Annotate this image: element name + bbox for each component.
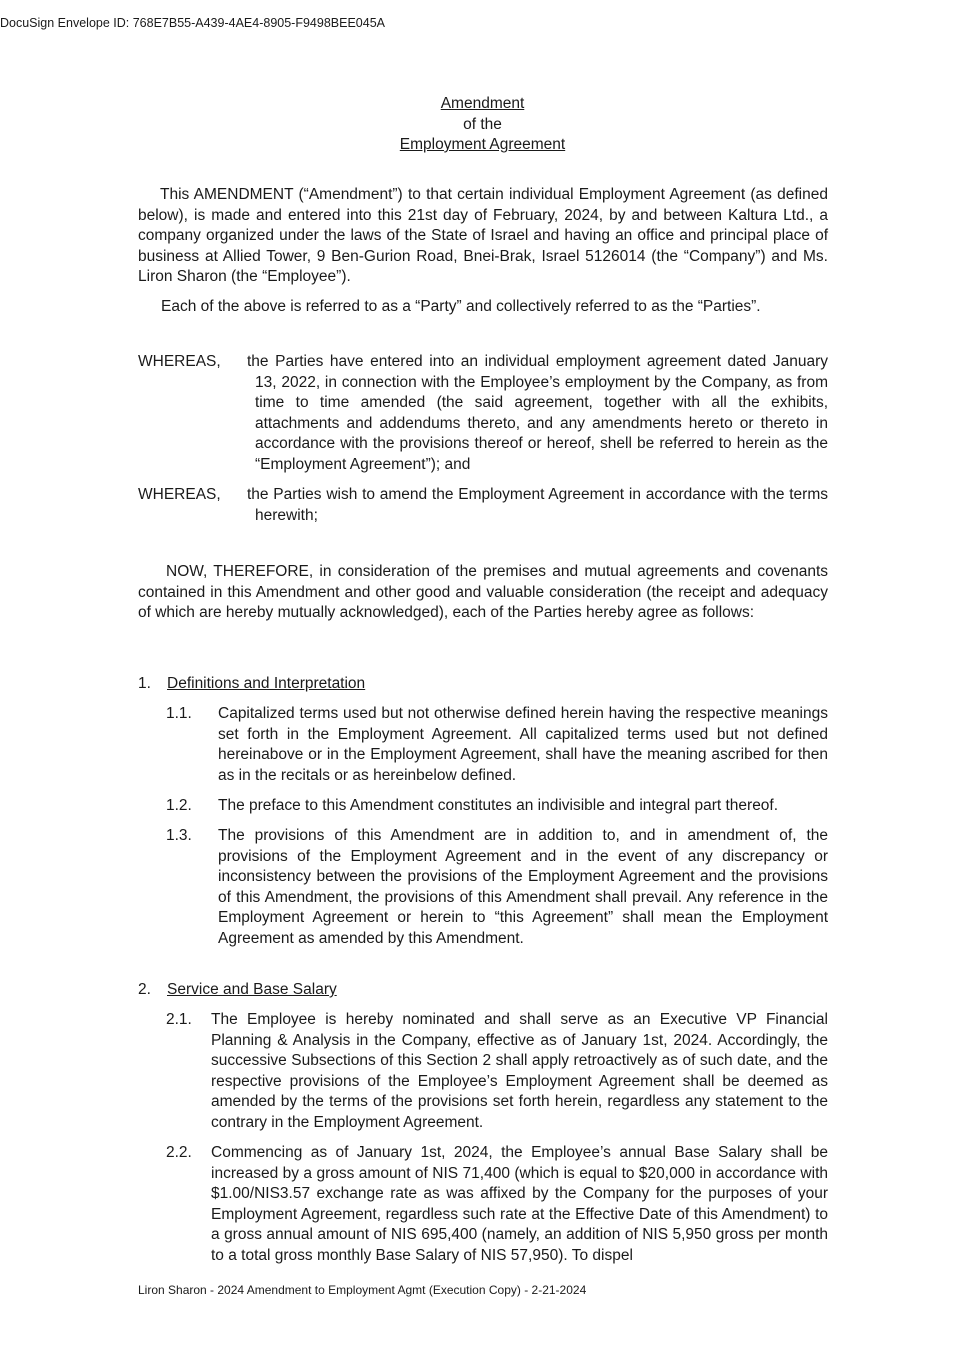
- whereas-text: the Parties have entered into an individual employment agreement dated January 13, 2022, in connection with the Employee’s employment by the Company, as from time to time amended (the said agreement, together with all the exhibits, attachments and addendums thereto, and any amendments hereto or thereto in accordance with the provisions thereof or hereof, shell be referred to herein as the “Employment Agreement”); and: [247, 353, 828, 473]
- title-line-1: Amendment: [440, 95, 525, 112]
- subsection-text: Commencing as of January 1st, 2024, the Employee’s annual Base Salary shall be increased by a gross amount of NIS 71,400 (which is equal to $20,000 in accordance with $1.00/NIS3.57 exchange rate as was affixed by the Company for the purposes of your Employment Agreement, regardless such rate at the Effective Date of this Amendment) to a gross annual amount of NIS 695,400 (namely, an addition of NIS 5,950 gross per month to a total gross monthly Base Salary of NIS 57,950). To dispel: [211, 1144, 828, 1264]
- section-number: 1.: [138, 675, 151, 692]
- subsection: [166, 1010, 828, 1133]
- subsection-text: The Employee is hereby nominated and shall serve as an Executive VP Financial Planning & Analysis in the Company, effective as of January 1st, 2024. Accordingly, the successive Subsections of this Section 2 shall apply retroactively as of such date, and the respective provisions of the Employee’s Employment Agreement shall be deemed as amended by the terms of the provisions set forth herein, regardless any statement to the contrary in the Employment Agreement.: [211, 1011, 828, 1131]
- subsection-number: 1.2.: [166, 797, 192, 814]
- subsection-text: Capitalized terms used but not otherwise defined herein having the respective meanings set forth in the Employment Agreement. All capitalized terms used but not defined hereinabove or in the Employment Agreement, shall have the meaning ascribed for then as in the recitals or as hereinbelow defined.: [218, 705, 828, 784]
- section-title: Service and Base Salary: [167, 981, 337, 998]
- whereas-label: WHEREAS,: [138, 486, 221, 503]
- whereas-label: WHEREAS,: [138, 353, 221, 370]
- subsection: [166, 704, 828, 786]
- section-number: 2.: [138, 981, 151, 998]
- section-heading: [138, 674, 365, 695]
- subsection-number: 1.1.: [166, 705, 192, 722]
- title-line-3: Employment Agreement: [399, 136, 566, 153]
- subsection-number: 2.2.: [166, 1144, 192, 1161]
- subsection-text: The provisions of this Amendment are in addition to, and in amendment of, the provisions of the Employment Agreement and in the event of any discrepancy or inconsistency between the provisions of the Employment Agreement and the provisions of this Amendment, the provisions of this Amendment shall prevail. Any reference in the Employment Agreement or herein to “this Agreement” shall mean the Employment Agreement as amended by this Amendment.: [218, 827, 828, 947]
- section-heading: [138, 980, 337, 1001]
- subsection-number: 1.3.: [166, 827, 192, 844]
- preamble-paragraph: This AMENDMENT (“Amendment”) to that certain individual Employment Agreement (as defined below), is made and entered into this 21st day of February, 2024, by and between Kaltura Ltd., a company organized under the laws of the State of Israel and having an office and principal place of business at Allied Tower, 9 Ben-Gurion Road, Bnei-Brak, Israel 5126014 (the “Company”) and Ms. Liron Sharon (the “Employee”).: [138, 186, 828, 285]
- whereas-clause: [138, 352, 828, 475]
- docusign-envelope-id: DocuSign Envelope ID: 768E7B55-A439-4AE4-8905-F9498BEE045A: [0, 16, 385, 30]
- subsection: [166, 1143, 828, 1266]
- section-title: Definitions and Interpretation: [167, 675, 366, 692]
- document-title: [0, 94, 965, 156]
- whereas-text: the Parties wish to amend the Employment Agreement in accordance with the terms herewith;: [247, 486, 828, 524]
- whereas-clause: [138, 485, 828, 526]
- subsection-text: The preface to this Amendment constitutes an indivisible and integral part thereof.: [218, 797, 779, 814]
- subsection: [166, 826, 828, 949]
- page-footer: Liron Sharon - 2024 Amendment to Employment Agmt (Execution Copy) - 2-21-2024: [138, 1283, 587, 1297]
- subsection: [166, 796, 828, 817]
- now-therefore-paragraph: NOW, THEREFORE, in consideration of the premises and mutual agreements and covenants contained in this Amendment and other good and valuable consideration (the receipt and adequacy of which are hereby mutually acknowledged), each of the Parties hereby agree as follows:: [138, 563, 828, 621]
- subsection-number: 2.1.: [166, 1011, 192, 1028]
- title-line-2: of the: [463, 115, 502, 133]
- parties-sentence: Each of the above is referred to as a “Party” and collectively referred to as the “Parties”.: [161, 298, 761, 315]
